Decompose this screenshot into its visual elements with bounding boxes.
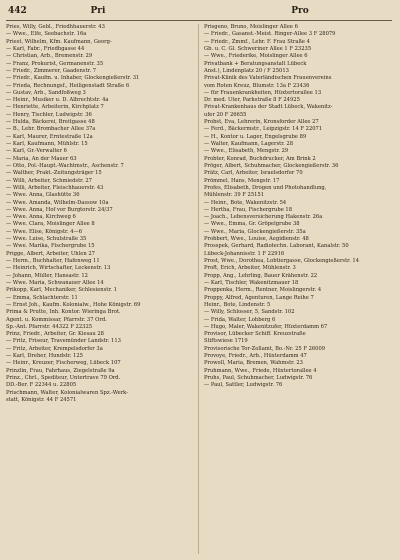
directory-entry-line: — Hulda, Bäckerei, Breitgasse 48 xyxy=(6,119,95,126)
directory-entry-line: — Frieda, Rechnungsf., Heiligenstadt Straße 6 xyxy=(6,82,130,89)
directory-entry-line: Prowoll, Maria, Bremen, Wahmstr. 23 xyxy=(204,360,303,367)
directory-entry-line: Prima & Prutte, Inh. Kontor. Wieringa Brot. xyxy=(6,309,121,316)
directory-entry-line: Mühlenstr. 39 F 25151 xyxy=(204,192,265,199)
directory-entry-line: — Karl, Kaufmann, Mühlstr. 15 xyxy=(6,141,88,147)
directory-entry-line: — Ernst Joh., Kaufm. Kolonialw., Hohe Königstr. 69 xyxy=(6,301,141,308)
directory-entry-line: Probbert, Wwe., Louise, Aegidienstr. 48 xyxy=(204,236,309,243)
directory-entry-line: Prost, Wwe., Dorothea, Lobtiergasse, Glockengießerstr. 14 xyxy=(204,258,359,264)
directory-entry-line: Sp.-Ant. Pfarrstr. 44322 F 22325 xyxy=(6,323,93,330)
directory-entry-line: — Wwe. Elise, Königstr. 4—6 xyxy=(6,228,83,235)
directory-entry-line: Stiftswiese 1719 xyxy=(204,338,248,345)
directory-entry-line: — Wwe. Amanda, Wilhelm-Dassow 10a xyxy=(6,199,109,206)
directory-entry-line: — Karl, Fabr., Friedhgasse 44 xyxy=(6,45,85,52)
directory-entry-line: Provoye, Friedr., Arb., Hüxterdamm 47 xyxy=(204,353,307,360)
directory-entry-line: DD.-Ber. F 22344 u. 22805 xyxy=(6,382,77,389)
directory-entry-line: — Friedr., Zmmf., Lehr. F. Frau Straße 4 xyxy=(204,38,310,45)
directory-entry-line: — Karl, Maurer, Erntestraße 12a xyxy=(6,133,93,140)
directory-entry-line: — Otto, Pol.-Haupt.-Wachtmstr., Aschenstr. 7 xyxy=(6,162,124,169)
directory-entry-line: Prinz., Chrl., Spediteur, Untertrave 79 Ord. xyxy=(6,375,121,381)
directory-entry-line: — Wwe., Elisabeth, Mengstr. 29 xyxy=(204,148,289,155)
directory-entry-line: — Ferd., Bäckermstr., Leipzigstr. 14 F 22071 xyxy=(204,126,323,133)
directory-entry-line: Provisor, Lübecker Schiff. Kreuzstraße xyxy=(204,331,306,338)
directory-entry-line: — Emma, Schlachterstr. 11 xyxy=(6,294,78,301)
directory-entry-line: statt, Königstr. 44 F 24571 xyxy=(6,396,77,403)
directory-entry-line: Privat-Klinik des Vaterländischen Frauenvereins xyxy=(204,75,332,82)
directory-entry-line: vom Roten Kreuz, Blumstr. 13a F 23436 xyxy=(204,82,310,89)
directory-entry-line: Proft, Erich, Arbeiter, Mühlenstr. 3 xyxy=(204,265,296,272)
directory-entry-line: Agent. u. Kommissar, Pfarrstr. 37 Ord. xyxy=(6,316,107,323)
left-running-head: Pri xyxy=(90,6,106,16)
directory-entry-line: — Wwe. Marika, Fischergrube 15 xyxy=(6,243,95,250)
directory-entry-line: — Maria, An der Mauer 63 xyxy=(6,155,77,162)
directory-entry-line: — Wwe., Friederike, Moislinger Allee 6 xyxy=(204,53,308,60)
directory-entry-line: Pries, Willy, Gebl., Friedhhauerstr. 43 xyxy=(6,24,105,30)
directory-entry-line: Proppenka, Herm., Rentner, Moislingerstr. 4 xyxy=(204,287,322,294)
directory-entry-line: Probst, Eva, Lehrerin, Kronsforder Allee 27 xyxy=(204,119,319,126)
directory-entry-line: — Paul, Sattler, Ludwigstr. 76 xyxy=(204,382,283,389)
directory-entry-line: — Wwe. Luise, Schulstraße 35 xyxy=(6,236,87,243)
directory-entry-line: — Wwe. Anna, Kirchweg 6 xyxy=(6,214,76,221)
directory-entry-line: Privat-Krankenhaus der Stadt Lübeck, Wakenitz- xyxy=(204,104,333,111)
directory-entry-line: Propp, Ang., Lehrling, Bauer Krähenstr. 22 xyxy=(204,272,318,279)
directory-entry-line: — Karl, Tischler, Wakenitzmauer 18 xyxy=(204,279,299,286)
directory-entry-line: — Joach., Lebensversicherung Hakenstr. 26a xyxy=(204,214,323,221)
directory-entry-line: Priest, Wilhelm, Kfm. Kaufmann, Georg- xyxy=(6,38,112,45)
right-column xyxy=(204,24,390,556)
directory-entry-line: Prisgeno, Bruno, Moislinger Allee 6 xyxy=(204,24,298,30)
directory-entry-line: — Wwe. Anna, Glashütte 36 xyxy=(6,192,80,199)
directory-entry-line: — Willi, Arbeiter, Fleischhauerstr. 43 xyxy=(6,184,104,191)
directory-entry-line: — Walter, Kaufmann, Lagerstr. 28 xyxy=(204,141,294,147)
directory-entry-line: — Hertha, Frau, Fischergrube 18 xyxy=(204,206,293,213)
directory-entry-line: — Heinr., Musiker u. D. Albrechtstr. 4a xyxy=(6,97,109,104)
directory-entry-line: — Henry, Tischler, Ludwigstr. 36 xyxy=(6,111,92,118)
right-running-head: Pro xyxy=(291,6,309,16)
directory-entry-line: Prischmann, Walter, Kolonialwaren Spz.-Werk- xyxy=(6,389,128,396)
directory-entry-line: — H., Kontor u. Lager, Engelsgrube 89 xyxy=(204,133,307,140)
directory-entry-line: — Henriette, Arbeiterin, Kirchplatz 7 xyxy=(6,104,104,111)
directory-entry-line: Gb. u. C. Gl. Schweriner Allee 1 F 23235 xyxy=(204,45,312,52)
directory-entry-line: Pruhmann, Wwe., Friede, Hüxtertorallee 4 xyxy=(204,367,317,374)
directory-entry-line: — Wwe. Maria, Schwanauer Allee 14 xyxy=(6,279,104,286)
directory-entry-line: — B., Lehr. Brombacher Allee 37a xyxy=(6,126,96,133)
directory-entry-line: Prosspek, Gerhard, Radiotechn. Laborant, Kanalstr. 50 xyxy=(204,243,349,250)
directory-entry-line: — Wwe., Maria, Glockengießerstr. 35a xyxy=(204,228,306,235)
directory-entry-line: — Karl, Gr.-Verwalter 6 xyxy=(6,148,67,155)
directory-entry-line: Provisorische Tor-Zollamt, Bo.-Nr. 25 F 26009 xyxy=(204,345,326,352)
directory-entry-line: — Christian, Arb., Bremenstr. 29 xyxy=(6,53,93,60)
directory-entry-line: Prigge, Albert, Arbeiter, Uhlen 27 xyxy=(6,250,95,257)
directory-entry-line: ufer 20 F 26655 xyxy=(204,111,247,118)
directory-entry-line: — Willy, Schlosser, 5, Sandstr. 102 xyxy=(204,309,295,316)
directory-entry-line: Anst.), Lindenplatz 20 / F 25013 xyxy=(204,67,289,74)
directory-entry-line: — Friedr., Zimmerer, Gaadenstr. 7 xyxy=(6,67,97,74)
page-number: 442 xyxy=(8,6,27,16)
directory-entry-line: Pröger, Albert, Schuhmacher, Glockengießerstr. 36 xyxy=(204,162,339,169)
directory-entry-line: — Wwe. Clara, Moislinger Allee 8 xyxy=(6,221,95,228)
directory-entry-line: — Johann, Müller, Hansastr. 12 xyxy=(6,272,88,279)
directory-entry-line: — Walther, Prakt.-Zeitungsträger 15 xyxy=(6,170,102,177)
directory-entry-line: Dr. med. Uter, Parkstraße 8 F 24925 xyxy=(204,97,300,104)
directory-entry-line: — Franz, Prokurist, Germanenstr. 35 xyxy=(6,60,104,67)
directory-entry-line: Prinzlin, Frau, Fahrhaus, Ziegelstraße 9a xyxy=(6,367,115,374)
directory-entry-line: Pruhs, Paul, Schuhmacher, Ludwigstr. 76 xyxy=(204,375,313,381)
page-header xyxy=(0,6,400,20)
directory-entry-line: Profes, Elisabeth, Drogen und Photohandlung, xyxy=(204,184,327,191)
directory-entry-line: Prinz, Friedr., Arbeiter, Gr. Kiesau 28 xyxy=(6,331,104,338)
directory-entry-line: — Fritz, Arbeiter, Krempelsdorfer 3a xyxy=(6,345,103,352)
directory-entry-line: Proppy, Alfred, Agenturen, Lange Reihe 7 xyxy=(204,294,314,301)
directory-entry-line: Privatbank + Beratungsanstalt Lübeck xyxy=(204,60,307,67)
left-column xyxy=(6,24,192,556)
directory-entry-line: Lübeck-Johannisstr. 1 F 22916 xyxy=(204,250,285,257)
directory-entry-line: — Herm., Buchhalter, Hafenweg 11 xyxy=(6,258,100,264)
directory-entry-line: Heinr., Bote, Lindenstr. 5 xyxy=(204,301,271,308)
directory-entry-line: — Friedr., Kaufm. u. Inhaber, Glockengießerstr. 31 xyxy=(6,75,140,82)
directory-entry-line: — Friedr., Gasanst.-Meist. Ringer-Allee 3 F 28079 xyxy=(204,31,336,38)
directory-entry-line: — Willi, Arbeiter, Schmiedstr. 27 xyxy=(6,177,92,184)
directory-entry-line: Prömmel, Hans, Mengstr. 17 xyxy=(204,177,280,184)
directory-entry-line: — Wwe., Elfe, Seebachstr. 16a xyxy=(6,31,87,38)
directory-entry-line: Probter, Konrad, Buchdrucker, Am Brink 2 xyxy=(204,155,316,162)
directory-entry-line: Prikopp, Karl, Mechaniker, Schlesienstr. 1 xyxy=(6,287,117,294)
directory-entry-line: — für Frauenkrankheiten, Hüxtertorallee 13 xyxy=(204,89,322,96)
directory-entry-line: — Wwe. Anna, Hof vor Burgtorstr. 24/37 xyxy=(6,206,113,213)
directory-entry-line: — Heinrich, Wirtschafter, Leckenstr. 13 xyxy=(6,265,111,272)
header-rule xyxy=(6,20,392,21)
directory-entry-line: — Hugo, Maler, Wakenitzufer, Hüxterdamm 67 xyxy=(204,323,328,330)
directory-entry-line: — Fritz, Friseur, Travemünder Landstr. 113 xyxy=(6,338,121,345)
directory-entry-line: — Karl, Dreher, Hundstr. 125 xyxy=(6,353,83,360)
directory-entry-line: — Wwe., Emma, Gr. Gröpelgrube 38 xyxy=(204,221,300,228)
column-divider xyxy=(198,24,199,554)
directory-entry-line: Prätz, Carl, Arbeiter, Israelsdorfer 70 xyxy=(204,170,303,177)
directory-entry-line: — Heinr., Kreuzer, Fischerweg, Lübeck 107 xyxy=(6,360,121,367)
directory-entry-line: — Gustav, Arb., Sandfoßweg 3 xyxy=(6,89,86,96)
directory-entry-line: — Heinr., Bote, Wakenitzstr. 54 xyxy=(204,199,287,206)
directory-entry-line: — Frida, Walter, Lohberg 6 xyxy=(204,316,276,323)
